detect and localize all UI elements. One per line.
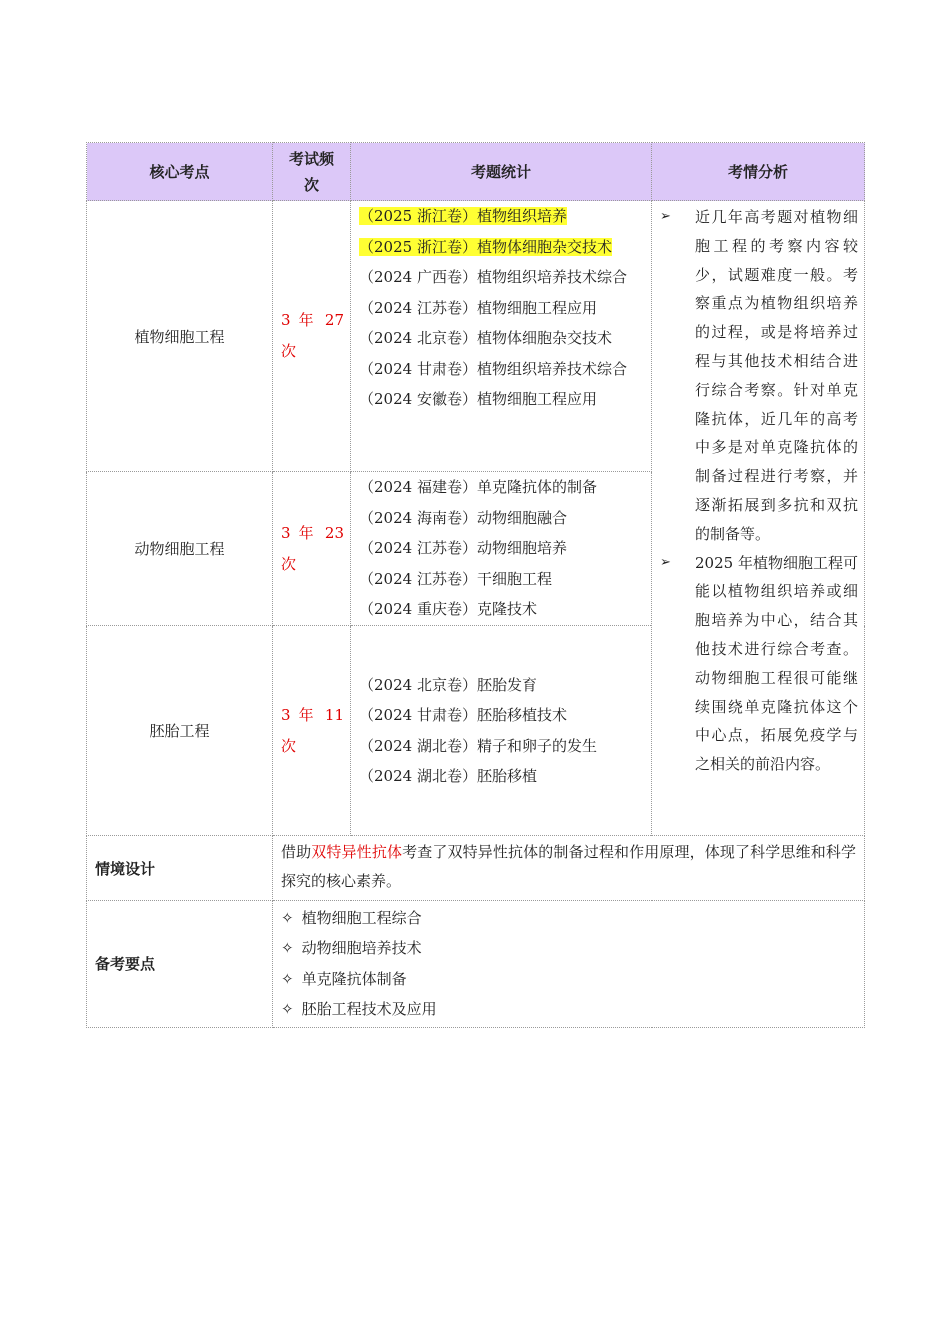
list-item: （2024 北京卷）胚胎发育 bbox=[359, 675, 537, 694]
diamond-bullet-icon: ✧ bbox=[281, 939, 294, 958]
context-text: 借助双特异性抗体考查了双特异性抗体的制备过程和作用原理，体现了科学思维和科学探究的核心素养。 bbox=[273, 836, 865, 901]
list-item: ✧ 胚胎工程技术及应用 bbox=[281, 1000, 437, 1019]
exam-analysis-table bbox=[86, 142, 865, 1028]
analysis-cell bbox=[652, 201, 865, 836]
list-item: （2024 江苏卷）动物细胞培养 bbox=[359, 539, 567, 557]
list-item: （2024 福建卷）单克隆抗体的制备 bbox=[359, 478, 597, 496]
arrow-bullet-icon: ➢ bbox=[660, 554, 671, 570]
prep-label: 备考要点 bbox=[87, 901, 273, 1028]
list-item: ✧ 单克隆抗体制备 bbox=[281, 969, 407, 988]
list-item: （2024 安徽卷）植物细胞工程应用 bbox=[359, 390, 597, 408]
question-list bbox=[351, 626, 652, 836]
question-list bbox=[351, 472, 652, 626]
topic-name: 植物细胞工程 bbox=[87, 201, 273, 472]
prep-list bbox=[273, 901, 865, 1028]
list-item: ✧ 植物细胞工程综合 bbox=[281, 909, 422, 927]
list-item: （2024 江苏卷）植物细胞工程应用 bbox=[359, 298, 597, 317]
list-item: （2024 北京卷）植物体细胞杂交技术 bbox=[359, 329, 612, 347]
context-row bbox=[87, 836, 865, 901]
diamond-bullet-icon: ✧ bbox=[281, 1000, 294, 1019]
list-item: （2024 湖北卷）精子和卵子的发生 bbox=[359, 736, 597, 755]
list-item: （2024 海南卷）动物细胞融合 bbox=[359, 508, 567, 527]
topic-frequency: 3 年 27 次 bbox=[273, 201, 351, 472]
list-item: （2025 浙江卷）植物体细胞杂交技术 bbox=[359, 237, 612, 256]
context-label: 情境设计 bbox=[87, 836, 273, 901]
diamond-bullet-icon: ✧ bbox=[281, 969, 294, 988]
list-item: （2024 甘肃卷）胚胎移植技术 bbox=[359, 706, 567, 724]
list-item: （2024 湖北卷）胚胎移植 bbox=[359, 767, 537, 785]
header-row bbox=[87, 143, 865, 201]
analysis-item: ➢ 2025 年植物细胞工程可能以植物组织培养或细胞培养为中心，结合其他技术进行综合考查。动物细胞工程很可能继续围绕单克隆抗体这个中心点，拓展免疫学与之相关的前沿内容。 bbox=[660, 549, 858, 779]
prep-row bbox=[87, 901, 865, 1028]
list-item: （2024 重庆卷）克隆技术 bbox=[359, 600, 537, 618]
topic-name: 胚胎工程 bbox=[87, 626, 273, 836]
analysis-item: ➢ 近几年高考题对植物细胞工程的考察内容较少，试题难度一般。考察重点为植物组织培养的过程，或是将培养过程与其他技术相结合进行综合考察。针对单克隆抗体，近几年的高考中多是对单克隆抗体的制备过程进行考察，并逐渐拓展到多抗和双抗的制备等。 bbox=[660, 203, 858, 549]
header-analysis: 考情分析 bbox=[652, 143, 865, 201]
topic-frequency: 3 年 23 次 bbox=[273, 472, 351, 626]
list-item: ✧ 动物细胞培养技术 bbox=[281, 939, 422, 958]
list-item: （2024 江苏卷）干细胞工程 bbox=[359, 569, 552, 588]
list-item: （2024 广西卷）植物组织培养技术综合 bbox=[359, 268, 627, 286]
header-core-topic: 核心考点 bbox=[87, 143, 273, 201]
diamond-bullet-icon: ✧ bbox=[281, 909, 294, 927]
arrow-bullet-icon: ➢ bbox=[660, 209, 671, 224]
context-highlight: 双特异性抗体 bbox=[311, 843, 403, 861]
header-question-stats: 考题统计 bbox=[351, 143, 652, 201]
list-item: （2025 浙江卷）植物组织培养 bbox=[359, 207, 567, 225]
list-item: （2024 甘肃卷）植物组织培养技术综合 bbox=[359, 359, 627, 378]
question-list bbox=[351, 201, 652, 472]
topic-row-plant bbox=[87, 201, 865, 472]
header-frequency: 考试频次 bbox=[273, 143, 351, 201]
topic-name: 动物细胞工程 bbox=[87, 472, 273, 626]
topic-frequency: 3 年 11 次 bbox=[273, 626, 351, 836]
